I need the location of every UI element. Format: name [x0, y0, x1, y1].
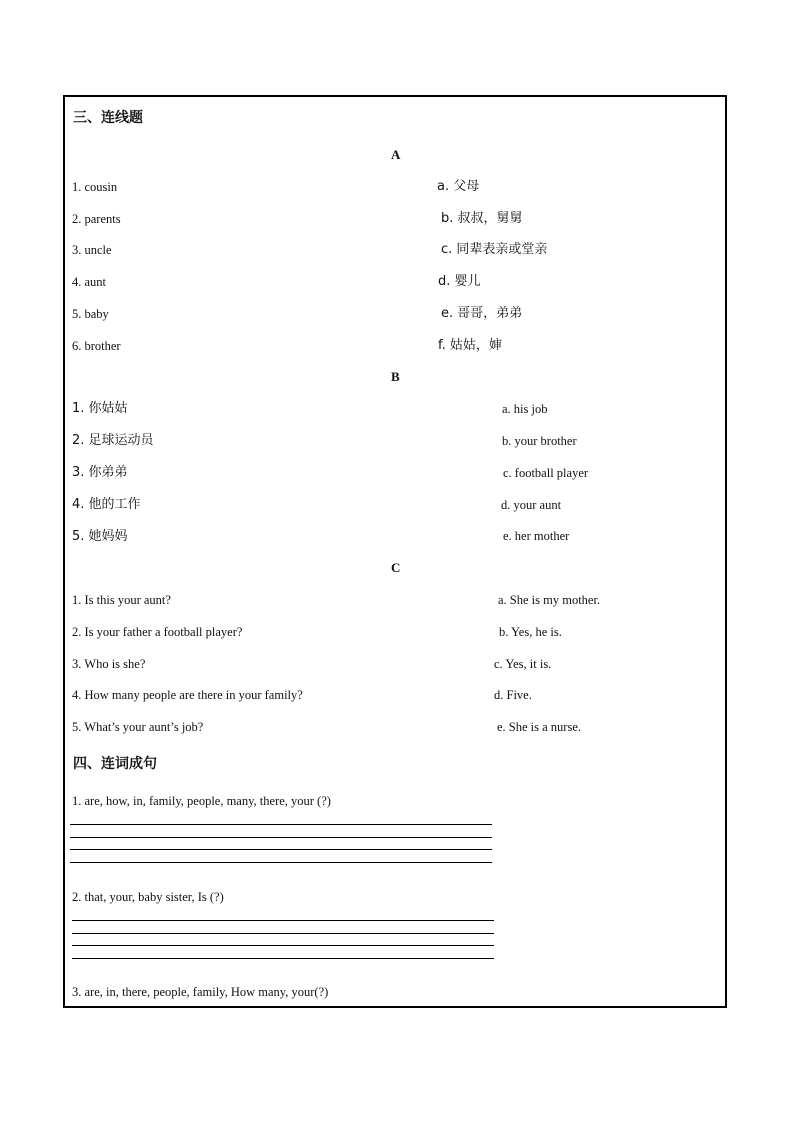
part-c-right-item: c. Yes, it is.	[494, 657, 552, 671]
part-c-right-item: b. Yes, he is.	[499, 625, 562, 639]
part-c-right-item: a. She is my mother.	[498, 593, 601, 607]
part-c-left-item: 1. Is this your aunt?	[72, 593, 171, 607]
part-b-left-item: 4. 他的工作	[72, 497, 141, 512]
part-c-left-item: 5. What’s your aunt’s job?	[72, 720, 204, 734]
part-b-left-item: 2. 足球运动员	[72, 433, 154, 448]
part-b-right-item: a. his job	[502, 402, 548, 416]
part-c-right-item: e. She is a nurse.	[497, 720, 582, 734]
part-b-left-item: 1. 你姑姑	[72, 401, 128, 416]
part-a-heading: A	[391, 147, 401, 162]
part-b-right-item: d. your aunt	[501, 498, 562, 512]
section-4-title: 四、连词成句	[73, 756, 157, 772]
answer-line	[72, 958, 494, 959]
part-b-left-item: 3. 你弟弟	[72, 465, 128, 480]
part-c-left-item: 3. Who is she?	[72, 657, 146, 671]
part-a-right-item: f. 姑姑，婶	[438, 338, 502, 353]
part-a-left-item: 3. uncle	[72, 243, 112, 257]
part-a-left-item: 2. parents	[72, 212, 121, 226]
answer-line	[72, 933, 494, 934]
part-a-right-item: c. 同辈表亲或堂亲	[441, 242, 548, 257]
part-a-left-item: 5. baby	[72, 307, 109, 321]
part-a-right-item: d. 婴儿	[438, 274, 481, 289]
part-a-right-item: a. 父母	[437, 179, 480, 194]
part-c-right-item: d. Five.	[494, 688, 532, 702]
part-a-left-item: 4. aunt	[72, 275, 107, 289]
part-c-heading: C	[391, 560, 401, 575]
section-3-title: 三、连线题	[73, 110, 143, 126]
part-b-right-item: e. her mother	[503, 529, 570, 543]
sentence-prompt: 1. are, how, in, family, people, many, there, your (?)	[72, 794, 331, 808]
answer-line	[72, 945, 494, 946]
part-a-left-item: 6. brother	[72, 339, 121, 353]
worksheet-frame	[63, 95, 727, 1008]
answer-line	[70, 824, 492, 825]
part-b-left-item: 5. 她妈妈	[72, 529, 128, 544]
part-a-right-item: e. 哥哥，弟弟	[441, 306, 523, 321]
sentence-prompt: 2. that, your, baby sister, Is (?)	[72, 890, 224, 904]
part-a-right-item: b. 叔叔，舅舅	[441, 211, 523, 226]
answer-line	[70, 849, 492, 850]
part-b-heading: B	[391, 369, 400, 384]
answer-line	[70, 837, 492, 838]
sentence-prompt: 3. are, in, there, people, family, How many, your(?)	[72, 985, 329, 999]
part-a-left-item: 1. cousin	[72, 180, 118, 194]
part-c-left-item: 2. Is your father a football player?	[72, 625, 243, 639]
part-b-right-item: c. football player	[503, 466, 589, 480]
part-c-left-item: 4. How many people are there in your family?	[72, 688, 303, 702]
answer-line	[70, 862, 492, 863]
answer-line	[72, 920, 494, 921]
part-b-right-item: b. your brother	[502, 434, 577, 448]
